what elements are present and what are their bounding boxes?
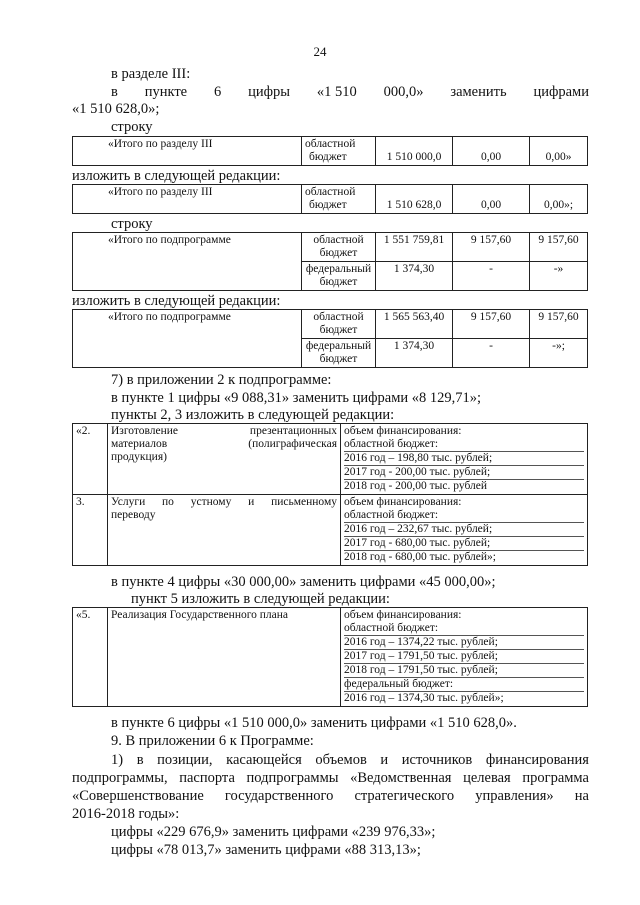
table-total-subprogram-new: [72, 309, 588, 368]
text-line: в пункте 4 цифры «30 000,00» заменить цифрами «45 000,00»;: [111, 574, 496, 590]
text-line: изложить в следующей редакции:: [72, 168, 281, 184]
fund-cell: областной бюджет: [302, 185, 376, 214]
value-cell: 9 157,60: [453, 310, 530, 339]
value-cell: 0,00: [453, 185, 530, 214]
table-total-subprogram-old: [72, 232, 588, 291]
fund-cell: федеральный бюджет: [302, 262, 376, 291]
value-cell: 1 374,30: [376, 262, 453, 291]
text-line: цифры «78 013,7» заменить цифрами «88 313,13»;: [111, 842, 421, 858]
value-cell: 0,00»: [530, 137, 588, 166]
funding-cell: объем финансирования: областной бюджет: 2016 год – 232,67 тыс. рублей; 2017 год - 680,00 тыс. рублей; 2018 год - 680,00 тыс. рублей»;: [341, 495, 588, 566]
text-line: цифры «229 676,9» заменить цифрами «239 976,33»;: [111, 824, 436, 840]
text-line: пункт 5 изложить в следующей редакции:: [131, 591, 390, 607]
value-cell: 0,00»;: [530, 185, 588, 214]
justified-line-3: подпрограммы, паспорта подпрограммы «Ведомственная целевая программа: [72, 770, 589, 786]
fund-cell: областной бюджет: [302, 233, 376, 262]
table-total-section-new: [72, 184, 588, 214]
value-cell: 1 374,30: [376, 339, 453, 368]
value-cell: 1 510 000,0: [376, 137, 453, 166]
fund-cell: областной бюджет: [302, 310, 376, 339]
value-cell: 1 551 759,81: [376, 233, 453, 262]
row-label: «Итого по разделу III: [73, 185, 302, 214]
text-line: в пункте 6 цифры «1 510 000,0» заменить цифрами «1 510 628,0».: [111, 715, 517, 731]
value-cell: -: [453, 339, 530, 368]
funding-cell: объем финансирования: областной бюджет: 2016 год – 1374,22 тыс. рублей; 2017 год – 1791,50 тыс. рублей; 2018 год – 1791,50 тыс. рублей; федеральный бюджет: 2016 год – 1374,30 тыс. рублей»;: [341, 608, 588, 707]
table-appendix-2-item-5: [72, 607, 588, 707]
word: цифрами: [533, 84, 589, 100]
value-cell: 0,00: [453, 137, 530, 166]
text-line: в пункте 1 цифры «9 088,31» заменить цифрами «8 129,71»;: [111, 390, 482, 406]
text-line: «1 510 628,0»;: [72, 101, 160, 117]
word: 6: [213, 84, 222, 100]
text-line: строку: [111, 216, 153, 232]
row-label: «Итого по подпрограмме: [73, 310, 302, 368]
item-number: «2.: [73, 424, 108, 495]
item-number: 3.: [73, 495, 108, 566]
justified-line-4: «Совершенствование государственного стратегического управления» на: [72, 788, 589, 804]
word: 000,0»: [383, 84, 424, 100]
funding-cell: объем финансирования: областной бюджет: 2016 год – 198,80 тыс. рублей; 2017 год - 200,00 тыс. рублей; 2018 год - 200,00 тыс. рублей: [341, 424, 588, 495]
value-cell: 1 565 563,40: [376, 310, 453, 339]
word: заменить: [450, 84, 507, 100]
value-cell: -»: [530, 262, 588, 291]
value-cell: -»;: [530, 339, 588, 368]
section-heading: в разделе III:: [111, 66, 191, 82]
text-line: 7) в приложении 2 к подпрограмме:: [111, 372, 332, 388]
item-number: «5.: [73, 608, 108, 707]
justified-line-2: 1) в позиции, касающейся объемов и источников финансирования: [111, 752, 589, 768]
fund-cell: областной бюджет: [302, 137, 376, 166]
page-number: 24: [313, 44, 327, 59]
text-line: пункты 2, 3 изложить в следующей редакции:: [111, 407, 395, 423]
table-appendix-2-items: [72, 423, 588, 566]
table-total-section-old: [72, 136, 588, 166]
text-line: изложить в следующей редакции:: [72, 293, 281, 309]
row-label: «Итого по подпрограмме: [73, 233, 302, 291]
word: пункте: [144, 84, 188, 100]
word: цифры: [248, 84, 291, 100]
text-line: 9. В приложении 6 к Программе:: [111, 733, 314, 749]
justified-line-1: [111, 84, 589, 101]
fund-cell: федеральный бюджет: [302, 339, 376, 368]
item-name: Изготовление презентационных материалов (полиграфическая продукция): [108, 424, 341, 495]
word: в: [111, 84, 118, 100]
text-line: строку: [111, 119, 153, 135]
value-cell: 9 157,60: [530, 233, 588, 262]
row-label: «Итого по разделу III: [73, 137, 302, 166]
item-name: Реализация Государственного плана: [108, 608, 341, 707]
value-cell: -: [453, 262, 530, 291]
word: «1 510: [316, 84, 357, 100]
item-name: Услуги по устному и письменному переводу: [108, 495, 341, 566]
value-cell: 9 157,60: [453, 233, 530, 262]
value-cell: 9 157,60: [530, 310, 588, 339]
text-line: 2016-2018 годы»:: [72, 806, 180, 822]
value-cell: 1 510 628,0: [376, 185, 453, 214]
